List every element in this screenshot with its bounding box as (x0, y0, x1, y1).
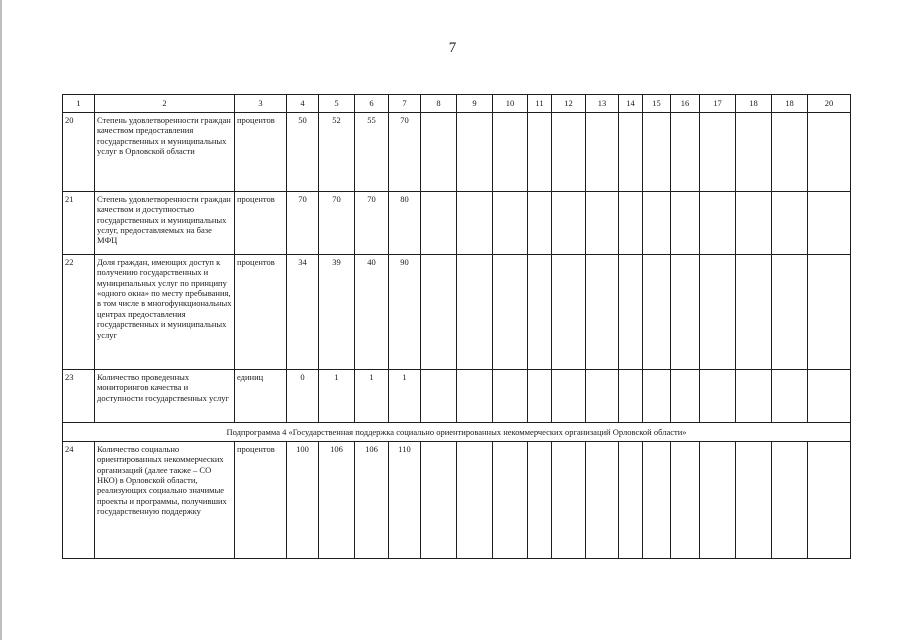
header-cell: 8 (421, 95, 457, 113)
empty-cell (808, 113, 851, 192)
header-row (63, 95, 851, 113)
indicator-name: Доля граждан, имеющих доступ к получению государственных и муниципальных услуг по принципу «одного окна» по месту пребывания, в том числе в многофункциональных центрах предоставления государственных и муниципальных услуг (95, 255, 235, 370)
header-cell: 17 (700, 95, 736, 113)
empty-cell (643, 370, 671, 423)
empty-cell (736, 113, 772, 192)
header-cell: 14 (619, 95, 643, 113)
empty-cell (493, 442, 528, 559)
value-cell: 70 (287, 192, 319, 255)
value-cell: 52 (319, 113, 355, 192)
empty-cell (808, 370, 851, 423)
value-cell: 39 (319, 255, 355, 370)
header-cell: 1 (63, 95, 95, 113)
value-cell: 1 (355, 370, 389, 423)
empty-cell (421, 113, 457, 192)
empty-cell (643, 192, 671, 255)
empty-cell (736, 192, 772, 255)
value-cell: 70 (389, 113, 421, 192)
header-cell: 18 (736, 95, 772, 113)
empty-cell (457, 113, 493, 192)
empty-cell (643, 442, 671, 559)
value-cell: 50 (287, 113, 319, 192)
header-cell: 5 (319, 95, 355, 113)
row-number: 23 (63, 370, 95, 423)
indicators-table (62, 94, 851, 559)
empty-cell (552, 255, 586, 370)
value-cell: 34 (287, 255, 319, 370)
value-cell: 1 (319, 370, 355, 423)
header-cell: 6 (355, 95, 389, 113)
value-cell: 1 (389, 370, 421, 423)
empty-cell (421, 442, 457, 559)
table-row (63, 370, 851, 423)
empty-cell (552, 442, 586, 559)
empty-cell (421, 192, 457, 255)
unit-cell: процентов (235, 442, 287, 559)
empty-cell (671, 370, 700, 423)
empty-cell (808, 442, 851, 559)
empty-cell (700, 370, 736, 423)
table-row (63, 442, 851, 559)
value-cell: 100 (287, 442, 319, 559)
subprogram-title: Подпрограмма 4 «Государственная поддержка социально ориентированных некоммерческих организаций Орловской области» (63, 423, 851, 442)
value-cell: 55 (355, 113, 389, 192)
empty-cell (528, 192, 552, 255)
empty-cell (528, 113, 552, 192)
subprogram-row (63, 423, 851, 442)
value-cell: 80 (389, 192, 421, 255)
empty-cell (772, 192, 808, 255)
header-cell: 3 (235, 95, 287, 113)
empty-cell (736, 442, 772, 559)
empty-cell (671, 255, 700, 370)
row-number: 21 (63, 192, 95, 255)
value-cell: 70 (319, 192, 355, 255)
empty-cell (493, 113, 528, 192)
value-cell: 90 (389, 255, 421, 370)
scan-left-edge (0, 0, 2, 640)
header-cell: 2 (95, 95, 235, 113)
value-cell: 106 (319, 442, 355, 559)
empty-cell (700, 255, 736, 370)
empty-cell (528, 370, 552, 423)
table-row (63, 192, 851, 255)
empty-cell (700, 442, 736, 559)
empty-cell (671, 442, 700, 559)
row-number: 22 (63, 255, 95, 370)
empty-cell (619, 192, 643, 255)
empty-cell (586, 255, 619, 370)
row-number: 20 (63, 113, 95, 192)
empty-cell (457, 442, 493, 559)
empty-cell (808, 192, 851, 255)
empty-cell (421, 370, 457, 423)
unit-cell: процентов (235, 192, 287, 255)
header-cell: 10 (493, 95, 528, 113)
header-cell: 13 (586, 95, 619, 113)
header-cell: 9 (457, 95, 493, 113)
empty-cell (552, 113, 586, 192)
value-cell: 70 (355, 192, 389, 255)
unit-cell: единиц (235, 370, 287, 423)
table-row (63, 255, 851, 370)
empty-cell (808, 255, 851, 370)
empty-cell (772, 442, 808, 559)
table-row (63, 113, 851, 192)
value-cell: 0 (287, 370, 319, 423)
empty-cell (552, 192, 586, 255)
empty-cell (619, 255, 643, 370)
empty-cell (619, 113, 643, 192)
empty-cell (493, 255, 528, 370)
empty-cell (586, 442, 619, 559)
header-cell: 7 (389, 95, 421, 113)
row-number: 24 (63, 442, 95, 559)
empty-cell (457, 370, 493, 423)
header-cell: 11 (528, 95, 552, 113)
empty-cell (700, 192, 736, 255)
empty-cell (736, 255, 772, 370)
empty-cell (671, 113, 700, 192)
empty-cell (671, 192, 700, 255)
page-number: 7 (448, 40, 457, 56)
indicator-name: Степень удовлетворенности граждан качеством и доступностью государственных и муниципальных услуг, предоставляемых на базе МФЦ (95, 192, 235, 255)
empty-cell (457, 255, 493, 370)
empty-cell (772, 370, 808, 423)
empty-cell (421, 255, 457, 370)
empty-cell (552, 370, 586, 423)
header-cell: 12 (552, 95, 586, 113)
value-cell: 106 (355, 442, 389, 559)
header-cell: 16 (671, 95, 700, 113)
empty-cell (619, 370, 643, 423)
value-cell: 110 (389, 442, 421, 559)
indicator-name: Степень удовлетворенности граждан качеством предоставления государственных и муниципальных услуг в Орловской области (95, 113, 235, 192)
header-cell: 20 (808, 95, 851, 113)
empty-cell (528, 255, 552, 370)
empty-cell (457, 192, 493, 255)
header-cell: 15 (643, 95, 671, 113)
unit-cell: процентов (235, 113, 287, 192)
header-cell: 4 (287, 95, 319, 113)
indicator-name: Количество проведенных мониторингов качества и доступности государственных услуг (95, 370, 235, 423)
empty-cell (528, 442, 552, 559)
empty-cell (700, 113, 736, 192)
header-cell: 18 (772, 95, 808, 113)
empty-cell (619, 442, 643, 559)
empty-cell (772, 255, 808, 370)
empty-cell (586, 192, 619, 255)
empty-cell (586, 370, 619, 423)
empty-cell (493, 370, 528, 423)
empty-cell (643, 113, 671, 192)
empty-cell (493, 192, 528, 255)
empty-cell (586, 113, 619, 192)
unit-cell: процентов (235, 255, 287, 370)
empty-cell (772, 113, 808, 192)
empty-cell (736, 370, 772, 423)
empty-cell (643, 255, 671, 370)
indicator-name: Количество социально ориентированных некоммерческих организаций (далее также – СО НКО) в Орловской области, реализующих социально значимые проекты и программы, получивших государственную поддержку (95, 442, 235, 559)
value-cell: 40 (355, 255, 389, 370)
